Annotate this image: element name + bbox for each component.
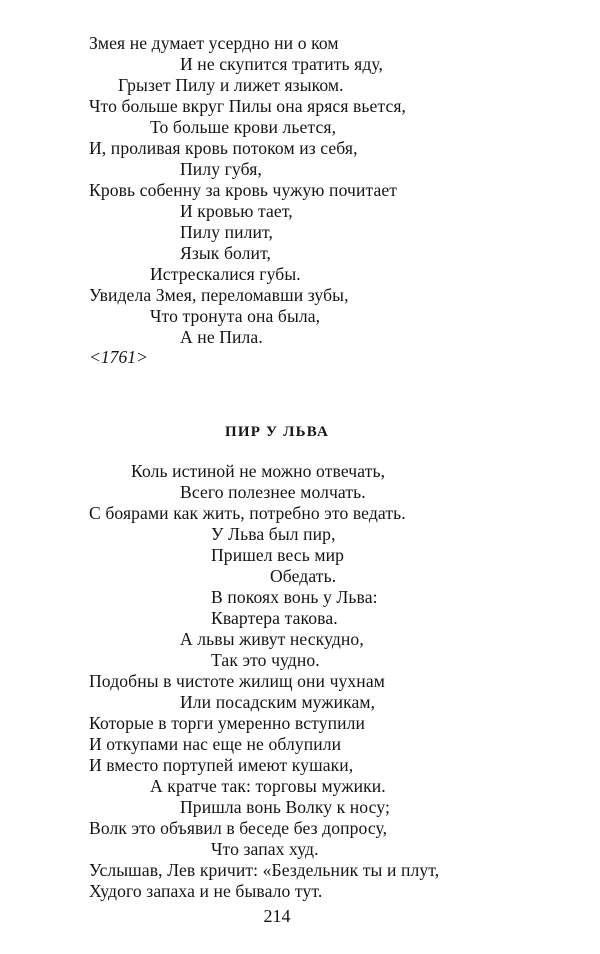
verse-line: Подобны в чистоте жилищ они чухнам <box>89 671 385 691</box>
poem-title: ПИР У ЛЬВА <box>225 424 329 440</box>
verse-line: У Льва был пир, <box>211 524 336 544</box>
verse-line: Что больше вкруг Пилы она яряся вьется, <box>89 96 407 116</box>
verse-line: Всего полезнее молчать. <box>180 482 366 502</box>
verse-line: И кровью тает, <box>180 201 293 221</box>
verse-line: Змея не думает усердно ни о ком <box>89 33 339 53</box>
verse-line: Пилу пилит, <box>180 222 273 242</box>
verse-line: Волк это объявил в беседе без допросу, <box>89 818 388 838</box>
verse-line: Пилу губя, <box>180 159 262 179</box>
verse-line: И, проливая кровь потоком из себя, <box>89 138 358 158</box>
verse-line: И откупами нас еще не облупили <box>89 734 342 754</box>
verse-line: Обедать. <box>270 566 337 586</box>
verse-line: А кратче так: торговы мужики. <box>150 776 386 796</box>
verse-line: Так это чудно. <box>211 650 320 670</box>
verse-line: Пришел весь мир <box>211 545 344 565</box>
verse-line: А львы живут нескудно, <box>180 629 364 649</box>
verse-line: Худого запаха и не бывало тут. <box>89 881 323 901</box>
verse-line: Истрескалися губы. <box>150 264 301 284</box>
verse-line: Что тронута она была, <box>150 306 321 326</box>
page-number: 214 <box>263 906 291 926</box>
verse-line: Грызет Пилу и лижет языком. <box>118 75 344 95</box>
poem-date: <1761> <box>89 347 148 367</box>
verse-line: И не скупится тратить яду, <box>180 54 384 74</box>
verse-line: Квартера такова. <box>211 608 338 628</box>
verse-line: Что запах худ. <box>211 839 319 859</box>
verse-line: Которые в торги умеренно вступили <box>89 713 366 733</box>
verse-line: Пришла вонь Волку к носу; <box>180 797 390 817</box>
verse-line: Кровь собенну за кровь чужую почитает <box>89 180 398 200</box>
verse-line: Услышав, Лев кричит: «Бездельник ты и плут, <box>89 860 440 880</box>
verse-line: То больше крови льется, <box>150 117 337 137</box>
verse-line: С боярами как жить, потребно это ведать. <box>89 503 406 523</box>
verse-line: Коль истиной не можно отвечать, <box>131 461 386 481</box>
verse-line: Или посадским мужикам, <box>180 692 376 712</box>
verse-line: Увидела Змея, переломавши зубы, <box>89 285 349 305</box>
verse-line: А не Пила. <box>180 327 263 347</box>
verse-line: Язык болит, <box>180 243 272 263</box>
verse-line: И вместо портупей имеют кушаки, <box>89 755 354 775</box>
verse-line: В покоях вонь у Льва: <box>211 587 378 607</box>
